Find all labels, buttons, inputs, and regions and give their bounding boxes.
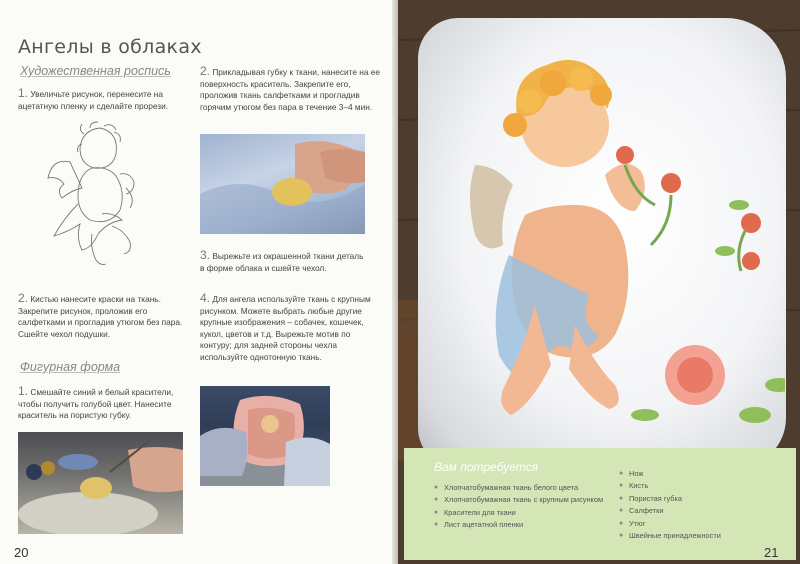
step-2-sponge — [200, 66, 380, 113]
materials-title: Вам потребуется — [434, 460, 539, 474]
list-item: ● Хлопчатобумажная ткань белого цвета — [434, 482, 619, 494]
sponge-on-fabric-photo — [200, 134, 365, 234]
step-3 — [200, 250, 370, 274]
list-item: ● Нож — [619, 468, 789, 480]
section-heading-art: Художественная роспись — [20, 64, 171, 78]
step-number: 2. — [18, 291, 29, 305]
angel-stencil-artwork — [455, 55, 785, 455]
list-item: ● Швейные принадлежности — [619, 530, 789, 542]
step-1-shape — [18, 386, 183, 422]
step-text: Увеличьте рисунок, перенесите на ацетатную пленку и сделайте прорези. — [18, 89, 169, 111]
list-item: ● Хлопчатобумажная ткань с крупным рисунком — [434, 494, 619, 506]
materials-list-left — [434, 482, 619, 532]
step-1-art — [18, 88, 183, 112]
materials-panel — [404, 448, 796, 560]
angel-sketch-illustration — [30, 118, 160, 278]
mixing-dye-photo — [18, 432, 183, 534]
list-item: ● Лист ацетатной пленки — [434, 519, 619, 531]
step-4 — [200, 293, 380, 364]
list-item: ● Кисть — [619, 480, 789, 492]
list-item: ● Салфетки — [619, 505, 789, 517]
list-item: ● Утюг — [619, 518, 789, 530]
step-text: Прикладывая губку к ткани, нанесите на ее поверхность краситель. Закрепите его, проложив ткань салфетками и прогладив горячим утюгом без пара в течение 3–4 мин. — [200, 67, 380, 112]
step-number: 3. — [200, 248, 211, 262]
step-2-brush — [18, 293, 183, 340]
step-text: Вырежьте из окрашенной ткани деталь в форме облака и сшейте чехол. — [200, 251, 364, 273]
left-page — [0, 0, 398, 564]
page-number-right: 21 — [764, 545, 779, 560]
page-title: Ангелы в облаках — [18, 36, 202, 58]
finished-pillows-photo — [200, 386, 330, 486]
materials-list-right — [619, 468, 789, 542]
section-heading-shape: Фигурная форма — [20, 360, 121, 374]
list-item: ● Пористая губка — [619, 493, 789, 505]
page-number-left: 20 — [14, 545, 29, 560]
step-number: 4. — [200, 291, 211, 305]
list-item: ● Красители для ткани — [434, 507, 619, 519]
step-number: 1. — [18, 384, 29, 398]
step-number: 1. — [18, 86, 29, 100]
step-number: 2. — [200, 64, 211, 78]
step-text: Смешайте синий и белый красители, чтобы получить голубой цвет. Нанесите краситель на пористую губку. — [18, 387, 174, 421]
step-text: Для ангела используйте ткань с крупным рисунком. Можете выбрать любые другие крупные изображения – собачек, кошечек, кукол, цветов и т.д. Вырежьте мотив по контуру; для задней стороны чехла используйте однотонную ткань. — [200, 294, 371, 362]
step-text: Кистью нанесите краски на ткань. Закрепите рисунок, проложив его салфетками и прогладив утюгом без пара. Сшейте чехол подушки. — [18, 294, 183, 339]
